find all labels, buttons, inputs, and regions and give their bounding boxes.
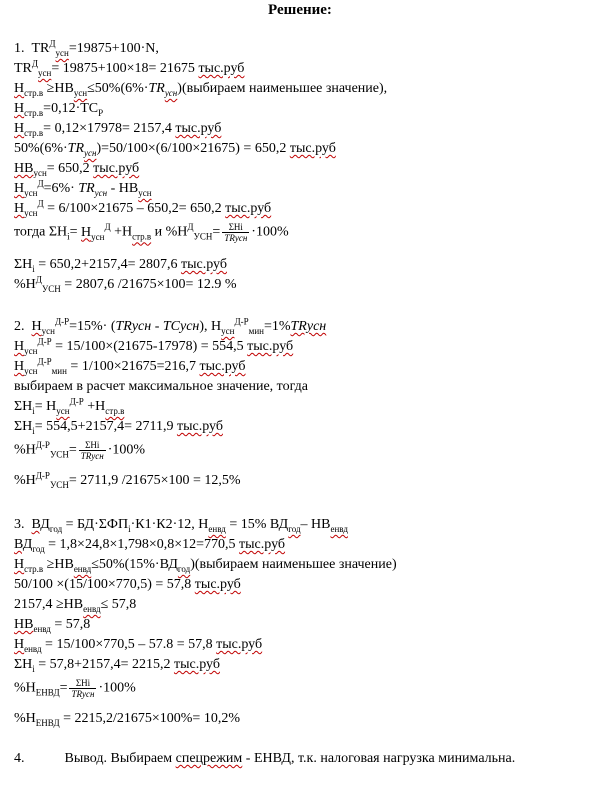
s1-line-12: $\%Н^Д_{УСН} = 2807,6$ /21675×100= 12.9 %	[14, 274, 237, 294]
s1-fraction: $\frac{\text{ΣНi}}{\text{TRусн}}$	[224, 222, 248, 243]
conclusion-line: 4. Вывод. Выбираем спецрежим - ЕНВД, т.к. налоговая нагрузка минимальна.	[14, 751, 516, 766]
s3-line-5: $2157,4 \ge НВ_{енвд}\le 57,8$	[14, 597, 137, 614]
conclusion-number: 4.	[14, 751, 25, 766]
s1-line-2: $TR^Д_{усн}= 19875+100\times 18= 21675$ тыс.руб	[14, 58, 245, 78]
s2-fraction: $\frac{\text{ΣНi}}{\text{TRусн}}$	[80, 440, 104, 461]
s3-line-2: $ВД_{год} = 1,8\times 24,8\times 1,798\times 0,8\times 12=770,5$ тыс.руб	[14, 537, 286, 554]
s2-line-5: $\Sigma Н_i= Н_{усн}^{Д-Р} +Н_{стр.в}$	[14, 396, 125, 416]
s2-line-8: $\%Н^{Д-Р}_{УСН}= 2711,9$ /21675×100 = 12,5%	[14, 470, 241, 490]
s1-line-6: $50\%(6\%\cdot TR_{усн})=50/100\times(6/100\times 21675) = 650,2$ тыс.руб	[14, 141, 336, 158]
s2-line-1: 2. $Н_{усн}^{Д-Р}=15\%\cdot$ (TRусн - ТСусн), $Н_{усн}^{Д-Р}_{мин}=1\%TRусн$	[14, 316, 327, 336]
s1-line-8: $Н_{усн}^Д=6\%\cdot TR_{усн} - НВ_{усн}$	[14, 178, 152, 198]
s1-line-7: $НВ_{усн}= 650,2$ тыс.руб	[14, 161, 140, 178]
s3-line-9: $\%Н_{ЕНВД}=$ $\frac{\text{ΣНi}}{\text{TRусн}}$ ·100%	[14, 678, 136, 699]
s2-line-3: $Н_{усн}^{Д-Р}_{мин} = 1/100\times 21675=216,7$ тыс.руб	[14, 356, 246, 376]
s3-line-6: $НВ_{енвд} = 57,8$	[14, 617, 91, 634]
s3-line-10: $\%Н_{ЕНВД} = 2215,2/21675\times 100\%= 10,2\%$	[14, 711, 240, 728]
s3-fraction: $\frac{\text{ΣНi}}{\text{TRусн}}$	[71, 678, 95, 699]
s3-line-7: $Н_{енвд} = 15/100\times 770,5 - 57.8 = 57,8$ тыс.руб	[14, 637, 263, 654]
s1-line-10: тогда $\Sigma Н_i= Н_{усн}^Д +Н_{стр.в}$ и $\%Н^Д_{УСН}=$ $\frac{\text{ΣНi}}{\text{TRусн}}$ ·100%	[14, 222, 289, 243]
s1-line-11: $\Sigma Н_i = 650,2+2157,4= 2807,6$ тыс.руб	[14, 257, 227, 274]
s2-line-7: $\%Н^{Д-Р}_{УСН}=$ $\frac{\text{ΣНi}}{\text{TRусн}}$ ·100%	[14, 440, 146, 461]
s2-line-4: выбираем в расчет максимальное значение, тогда	[14, 379, 308, 394]
s1-line-1: 1. $TR^Д_{усн}=19875+100\cdot N$,	[14, 38, 159, 58]
s2-line-2: $Н_{усн}^{Д-Р} = 15/100\times(21675-17978) = 554,5$ тыс.руб	[14, 336, 294, 356]
s1-line-3: $Н_{стр.в}$ $\ge НВ_{усн}\le 50\%(6\%\cdot TR_{усн})(выбираем$ наименьшее значение),	[14, 81, 388, 98]
s3-line-1: 3. $ВД_{год} = БД\cdot\Sigma ФП_i\cdot К1\cdot К2\cdot 12$, $Н_{енвд} = 15\%$ $ВД_{год}-$ $НВ_{енвд}$	[14, 517, 348, 534]
s3-line-8: $\Sigma Н_i = 57,8+2157,4= 2215,2$ тыс.руб	[14, 657, 220, 674]
s3-line-4: 50/100 ×(15/100×770,5) = 57,8 тыс.руб	[14, 577, 241, 592]
s2-line-6: $\Sigma Н_i= 554,5+2157,4= 2711,9$ тыс.руб	[14, 419, 223, 436]
s1-line-4: $Н_{стр.в}=0,12\cdot ТС_Р$	[14, 101, 104, 118]
solution-title: Решение:	[268, 2, 332, 18]
s1-line-9: $Н_{усн}^Д = 6/100\times 21675 - 650,2= 650,2$ тыс.руб	[14, 198, 272, 218]
s1-line-5: $Н_{стр.в}= 0,12\times 17978= 2157,4$ тыс.руб	[14, 121, 222, 138]
s3-line-3: $Н_{стр.в}$ $\ge НВ_{енвд}\le 50\%(15\%\cdot ВД_{год})(выбираем$ наименьшее значение)	[14, 557, 397, 574]
